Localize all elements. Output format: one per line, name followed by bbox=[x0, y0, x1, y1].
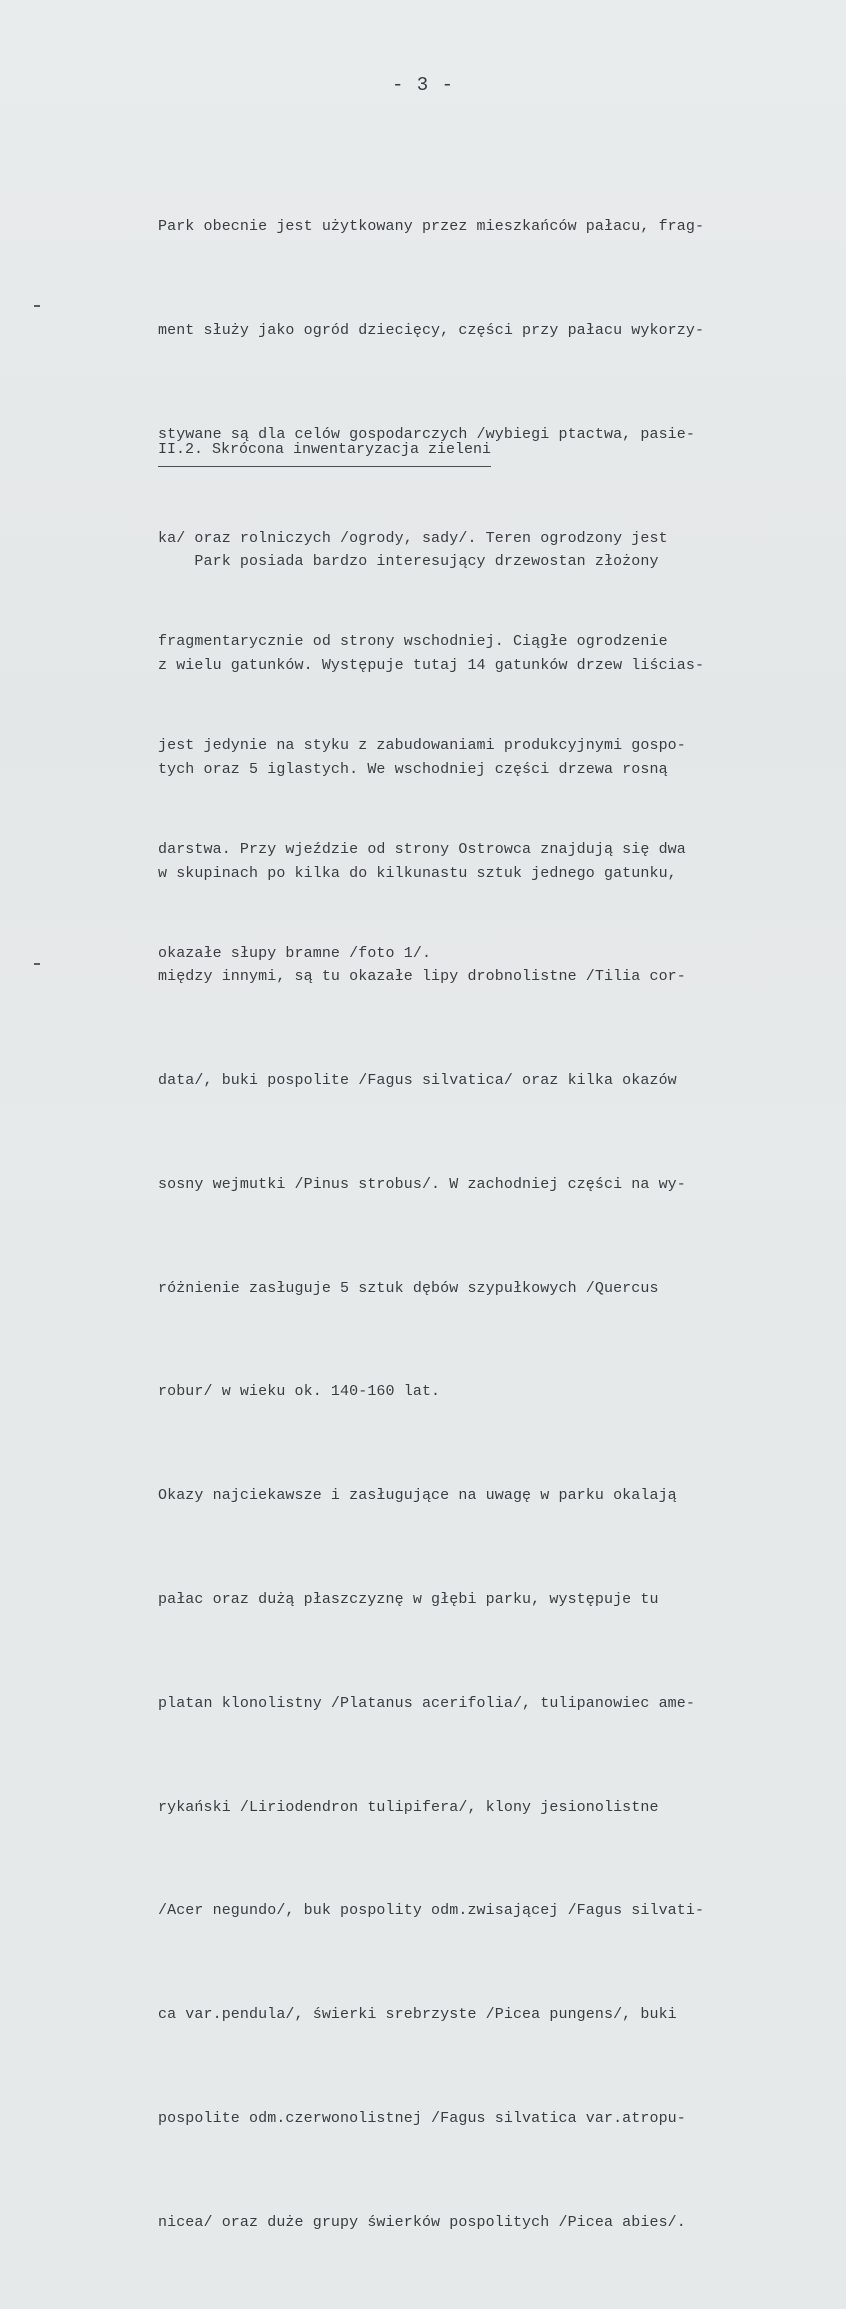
text-line: w skupinach po kilka do kilkunastu sztuk jednego gatunku, bbox=[158, 864, 677, 882]
paragraph-inventory bbox=[158, 476, 798, 2309]
text-line: okazałe słupy bramne /foto 1/. bbox=[158, 944, 432, 962]
text-line: sosny wejmutki /Pinus strobus/. W zachodniej części na wy- bbox=[158, 1175, 686, 1193]
text-line: z wielu gatunków. Występuje tutaj 14 gatunków drzew liścias- bbox=[158, 656, 705, 674]
section-heading: II.2. Skrócona inwentaryzacja zieleni bbox=[158, 435, 491, 467]
text-line: między innymi, są tu okazałe lipy drobnolistne /Tilia cor- bbox=[158, 968, 686, 986]
text-line: rykański /Liriodendron tulipifera/, klony jesionolistne bbox=[158, 1798, 659, 1816]
page-number: - 3 - bbox=[391, 74, 454, 96]
margin-punch-mark bbox=[34, 305, 40, 307]
text-line: fragmentarycznie od strony wschodniej. Ciągłe ogrodzenie bbox=[158, 633, 668, 651]
text-line: jest jedynie na styku z zabudowaniami produkcyjnymi gospo- bbox=[158, 737, 686, 755]
margin-punch-mark bbox=[34, 963, 40, 965]
text-line: ca var.pendula/, świerki srebrzyste /Picea pungens/, buki bbox=[158, 2006, 677, 2024]
text-line: ka/ oraz rolniczych /ogrody, sady/. Teren ogrodzony jest bbox=[158, 529, 668, 547]
text-line: różnienie zasługuje 5 sztuk dębów szypułkowych /Quercus bbox=[158, 1279, 659, 1297]
text-line: robur/ w wieku ok. 140-160 lat. bbox=[158, 1383, 441, 1401]
text-line: darstwa. Przy wjeździe od strony Ostrowca znajdują się dwa bbox=[158, 840, 686, 858]
text-line: ment służy jako ogród dziecięcy, części przy pałacu wykorzy- bbox=[158, 321, 705, 339]
text-line: stywane są dla celów gospodarczych /wybiegi ptactwa, pasie- bbox=[158, 425, 695, 443]
text-line: nicea/ oraz duże grupy świerków pospolitych /Picea abies/. bbox=[158, 2213, 686, 2231]
text-line: Okazy najciekawsze i zasługujące na uwagę w parku okalają bbox=[158, 1487, 677, 1505]
text-line: tych oraz 5 iglastych. We wschodniej części drzewa rosną bbox=[158, 760, 668, 778]
text-line: /Acer negundo/, buk pospolity odm.zwisającej /Fagus silvati- bbox=[158, 1902, 705, 1920]
text-line: Park posiada bardzo interesujący drzewostan złożony bbox=[158, 553, 659, 571]
text-line: pałac oraz dużą płaszczyznę w głębi parku, występuje tu bbox=[158, 1591, 659, 1608]
text-line: Park obecnie jest użytkowany przez mieszkańców pałacu, frag- bbox=[158, 218, 705, 236]
text-line: pospolite odm.czerwonolistnej /Fagus silvatica var.atropu- bbox=[158, 2109, 686, 2127]
text-line: data/, buki pospolite /Fagus silvatica/ oraz kilka okazów bbox=[158, 1072, 677, 1090]
text-line: platan klonolistny /Platanus acerifolia/, tulipanowiec ame- bbox=[158, 1694, 695, 1712]
